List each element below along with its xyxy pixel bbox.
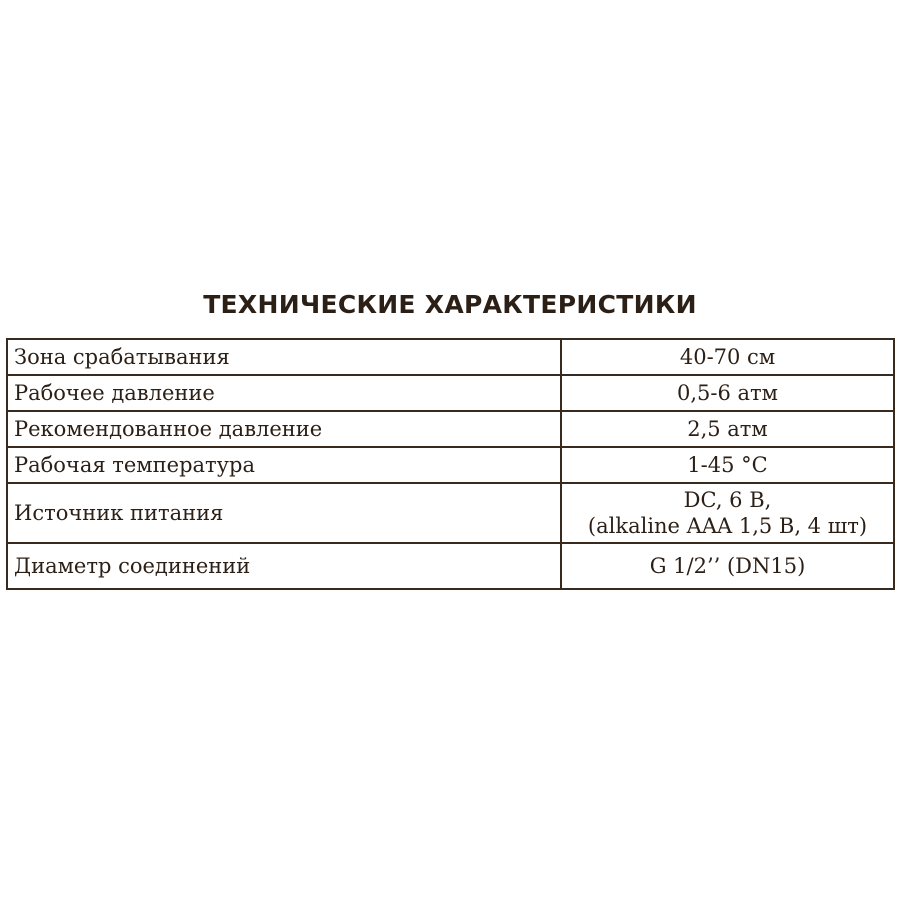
param-label: Рабочее давление	[7, 375, 561, 411]
param-label: Зона срабатывания	[7, 339, 561, 375]
table-row	[7, 375, 894, 411]
param-label: Диаметр соединений	[7, 543, 561, 589]
param-value: 40-70 см	[561, 339, 894, 375]
table-row	[7, 447, 894, 483]
table-row	[7, 411, 894, 447]
spec-title: ТЕХНИЧЕСКИЕ ХАРАКТЕРИСТИКИ	[203, 290, 697, 319]
param-label: Источник питания	[7, 483, 561, 543]
param-value: 2,5 атм	[561, 411, 894, 447]
param-value: G 1/2’’ (DN15)	[561, 543, 894, 589]
table-row	[7, 543, 894, 589]
param-value-line: DC, 6 В,	[683, 488, 772, 512]
param-label: Рабочая температура	[7, 447, 561, 483]
table-row	[7, 483, 894, 543]
table-row	[7, 339, 894, 375]
param-label: Рекомендованное давление	[7, 411, 561, 447]
spec-table	[6, 338, 895, 590]
param-value: 0,5-6 атм	[561, 375, 894, 411]
param-value: 1-45 °C	[561, 447, 894, 483]
param-value-line: (alkaline AAA 1,5 В, 4 шт)	[587, 514, 868, 538]
param-value	[561, 483, 894, 543]
